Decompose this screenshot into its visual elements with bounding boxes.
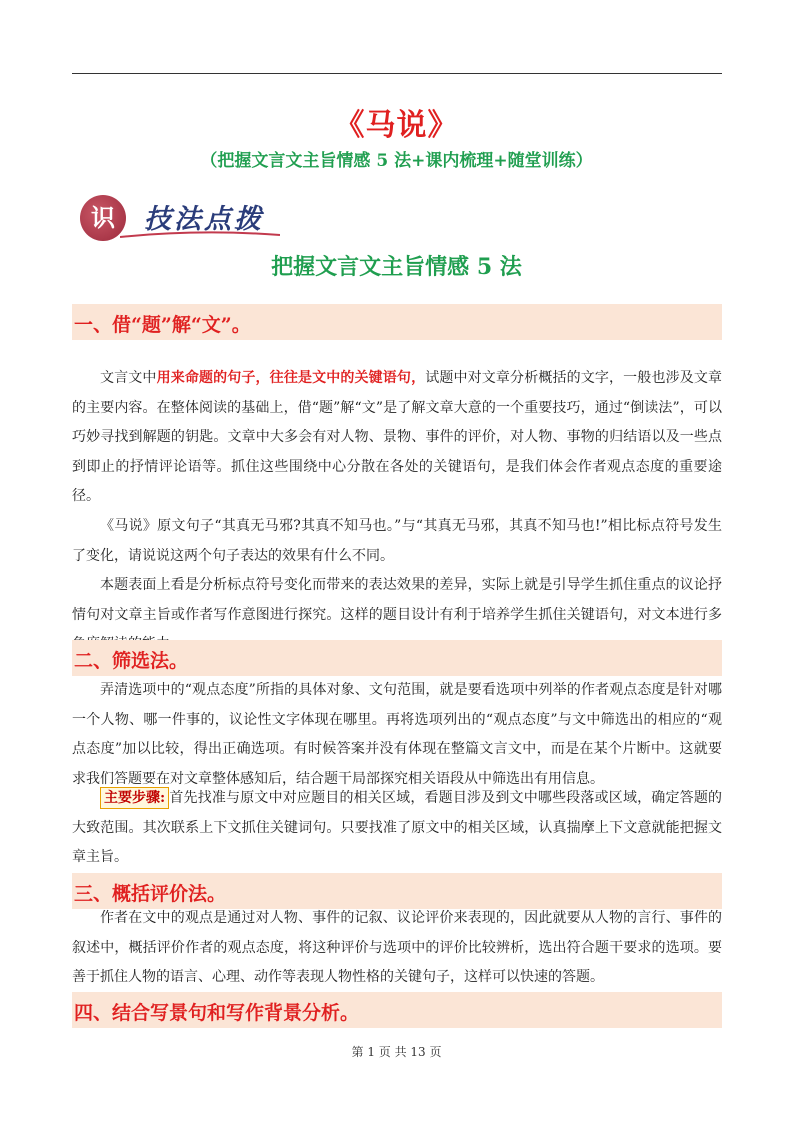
- p1-key-phrase: 用来命题的句子，往往是文中的关键语句，: [156, 370, 426, 386]
- p1-post: 试题中对文章分析概括的文字，一般也涉及文章的主要内容。在整体阅读的基础上，借“题”解“文”是了解文章大意的一个重要技巧，通过“倒读法”，可以巧妙寻找到解题的钥匙。文章中大多会有对人物、景物、事件的评价，对人物、事物的归结语以及一些点到即止的抒情评论语等。抓住这些围绕中心分散在各处的关键语句，是我们体会作者观点态度的重要途径。: [72, 370, 723, 504]
- document-title: 《马说》: [334, 108, 459, 143]
- badge-swoosh-decoration: [120, 231, 280, 239]
- heading-band-2: [72, 640, 722, 676]
- paragraph-2-1: 弄清选项中的“观点态度”所指的具体对象、文句范围，就是要看选项中列举的作者观点态度是针对哪一个人物、哪一件事的，议论性文字体现在哪里。再将选项列出的“观点态度”与文中筛选出的相应的“观点态度”加以比较，得出正确选项。有时候答案并没有体现在整篇文言文中，而是在某个片断中。这就要求我们答题要在对文章整体感知后，结合题干局部探究相关语段从中筛选出有用信息。: [72, 682, 722, 787]
- paragraph-1-2: 《马说》原文句子“其真无马邪?其真不知马也。”与“其真无马邪，其真不知马也!”相比标点符号发生了变化，请说说这两个句子表达的效果有什么不同。: [72, 518, 722, 564]
- badge-title: 技法点拨: [144, 204, 264, 235]
- document-subtitle: （把握文言文主旨情感 5 法+课内梳理+随堂训练）: [200, 151, 593, 171]
- paragraph-2-2: [72, 784, 722, 873]
- heading-1: 一、借“题”解“文”。: [74, 314, 251, 336]
- p1-pre: 文言文中: [100, 370, 157, 386]
- page-footer: 第 1 页 共 13 页: [351, 1045, 442, 1059]
- section-heading: 把握文言文主旨情感 5 法: [271, 254, 522, 280]
- header-rule: [72, 73, 722, 74]
- heading-2: 二、筛选法。: [74, 650, 189, 672]
- paragraph-3-1: 作者在文中的观点是通过对人物、事件的记叙、议论评价来表现的，因此就要从人物的言行、事件的叙述中，概括评价作者的观点态度，将这种评价与选项中的评价比较辨析，选出符合题干要求的选项。要善于抓住人物的语言、心理、动作等表现人物性格的关键句子，这样可以快速的答题。: [72, 910, 722, 985]
- heading-band-1: [72, 304, 722, 340]
- badge-seal-icon: 识: [80, 195, 126, 241]
- main-steps-label: 主要步骤:: [100, 787, 169, 809]
- heading-band-4: [72, 992, 722, 1028]
- heading-3: 三、概括评价法。: [74, 883, 227, 905]
- paragraph-1-1: [72, 364, 722, 512]
- steps-text: 首先找准与原文中对应题目的相关区域，看题目涉及到文中哪些段落或区域，确定答题的大致范围。其次联系上下文抓住关键词句。只要找准了原文中的相关区域，认真揣摩上下文意就能把握文章主旨。: [72, 790, 722, 865]
- heading-4: 四、结合写景句和写作背景分析。: [74, 1002, 360, 1024]
- paragraph-1-3: 本题表面上看是分析标点符号变化而带来的表达效果的差异，实际上就是引导学生抓住重点的议论抒情句对文章主旨或作者写作意图进行探究。这样的题目设计有利于培养学生抓住关键语句，对文本进行多: [72, 577, 722, 623]
- technique-badge: [80, 193, 300, 243]
